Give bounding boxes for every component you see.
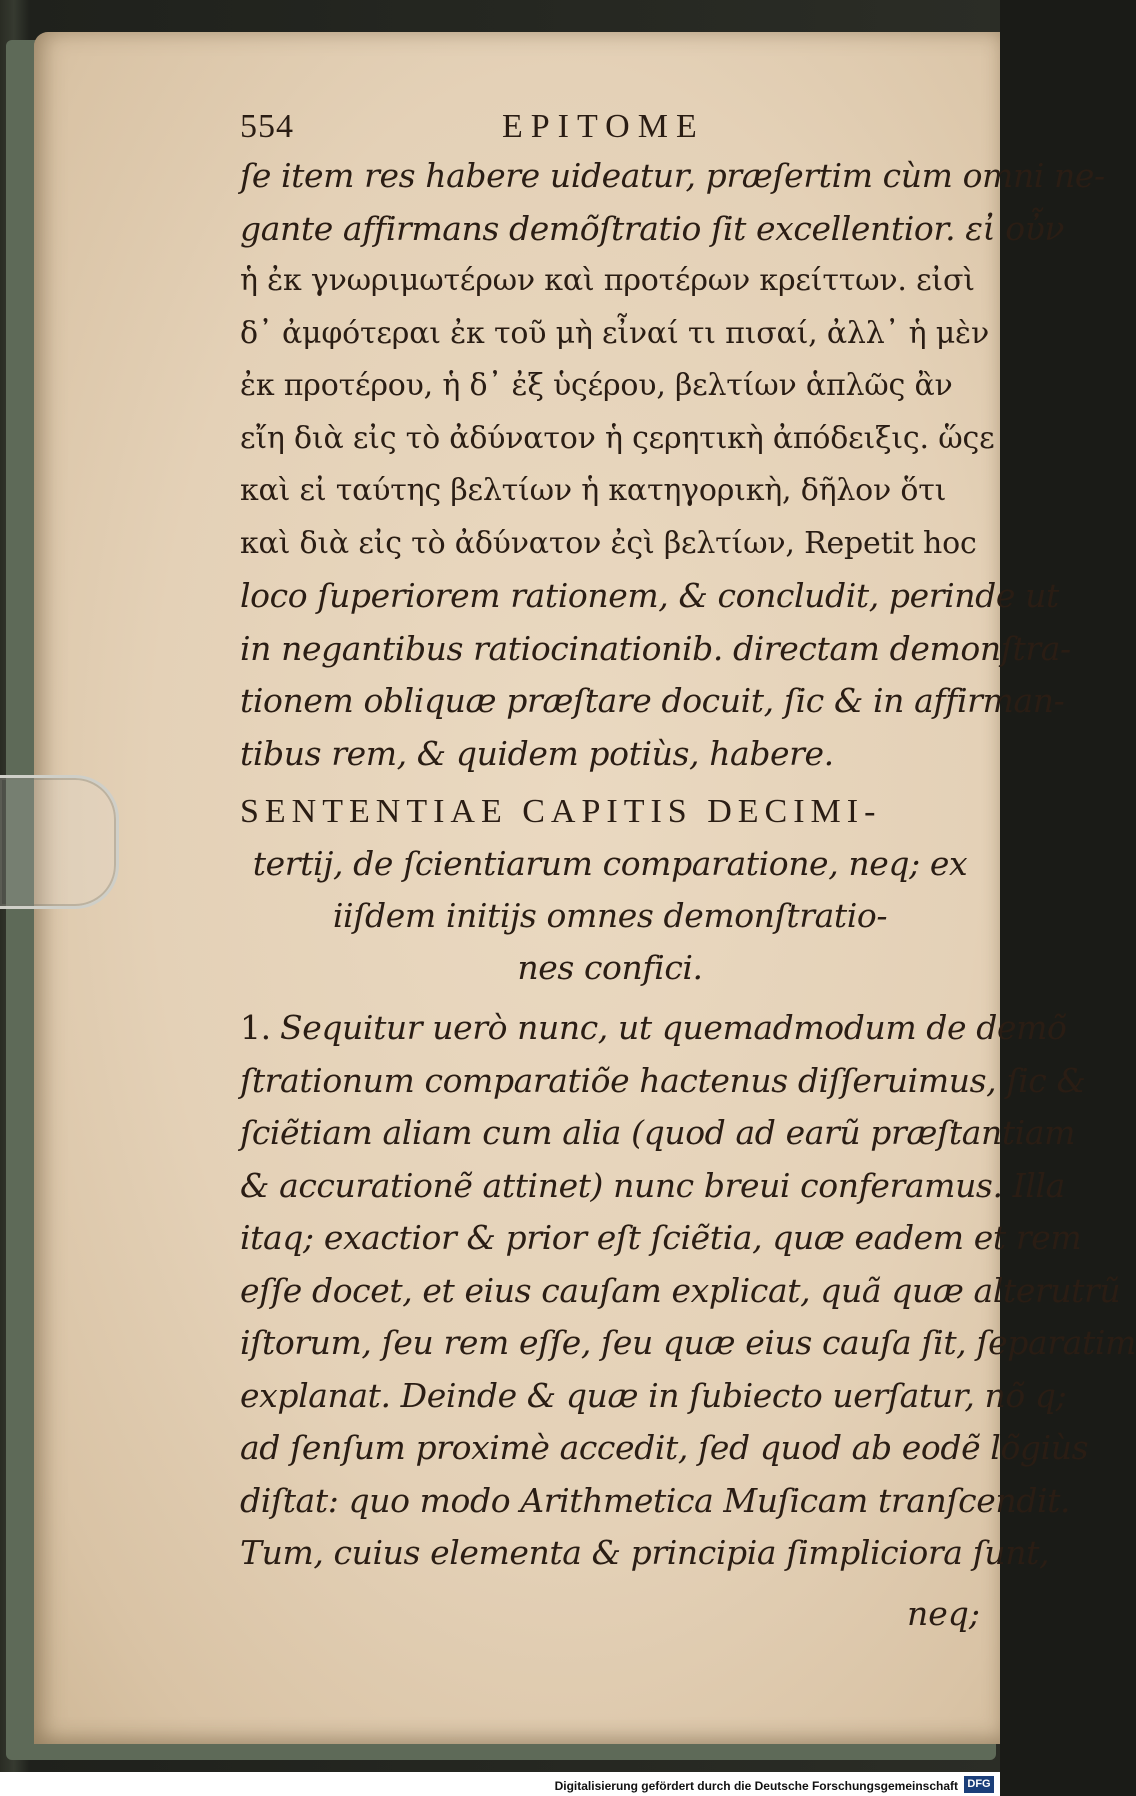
paragraph-number: 1. xyxy=(240,1008,271,1047)
running-head xyxy=(240,108,980,150)
running-title: EPITOME xyxy=(502,108,705,145)
text-line: tibus rem, & quidem potiùs, habere. xyxy=(240,733,834,773)
text-line: gante affirmans demõſtratio ſit excellentior. εἰ οὖν xyxy=(240,208,1065,248)
footer-bar xyxy=(0,1772,1000,1796)
text-line: loco ſuperiorem rationem, & concludit, perinde ut xyxy=(240,576,1059,615)
text-line: ad ſenſum proximè accedit, ſed quod ab eodẽ lõgiùs xyxy=(240,1428,1089,1467)
paragraph-first-line xyxy=(240,1002,1067,1055)
text-line: Tum, cuius elementa & principia ſimpliciora ſunt, xyxy=(240,1533,1050,1572)
text-line: diſtat: quo modo Arithmetica Muſicam tranſcendit. xyxy=(240,1480,1071,1520)
greek-text-line: καὶ διὰ εἰς τὸ ἀδύνατον ἐςὶ βελτίων, Repetit hoc xyxy=(240,525,977,561)
section-heading-line: nes confici. xyxy=(517,948,703,987)
section-heading: SENTENTIAE CAPITIS DECIMI- xyxy=(240,793,882,830)
greek-text-line: δ᾽ ἀμφότεραι ἐκ τοῦ μὴ εἶναί τι πισαί, ἀλλ᾽ ἡ μὲν xyxy=(240,315,989,351)
page-number: 554 xyxy=(240,108,294,145)
text-line: ſciẽtiam aliam cum alia (quod ad earũ præſtantiam xyxy=(240,1113,1076,1152)
text-block xyxy=(240,108,1136,1640)
text-line: ſe item res habere uideatur, præſertim cùm omni ne- xyxy=(240,156,1105,195)
dfg-logo-icon: DFG xyxy=(964,1776,994,1793)
text-line: itaq; exactior & prior eſt ſciẽtia, quæ eadem et rem xyxy=(240,1218,1082,1257)
page-clip xyxy=(0,775,119,909)
text-line: eſſe docet, et eius cauſam explicat, quã quæ alterutrũ xyxy=(240,1270,1121,1310)
paragraph-first-line-text: Sequitur uerò nunc, ut quemadmodum de demõ xyxy=(280,1008,1067,1047)
section-heading-line: iiſdem initijs omnes demonſtratio- xyxy=(332,896,888,935)
text-line: & accurationẽ attinet) nunc breui conferamus. Illa xyxy=(240,1165,1065,1205)
footer-note: Digitalisierung gefördert durch die Deutsche Forschungsgemeinschaft xyxy=(554,1779,958,1793)
section-heading-line: tertij, de ſcientiarum comparatione, neq; ex xyxy=(252,844,968,883)
text-line: tionem obliquæ præſtare docuit, ſic & in affirman- xyxy=(240,681,1065,720)
text-line: ſtrationum comparatiõe hactenus diſſeruimus, ſic & xyxy=(240,1060,1086,1100)
greek-text-line: καὶ εἰ ταύτης βελτίων ἡ κατηγορικὴ, δῆλον ὅτι xyxy=(240,473,947,508)
greek-text-line: ἡ ἐκ γνωριμωτέρων καὶ προτέρων κρείττων. εἰσὶ xyxy=(240,263,975,298)
text-line: iſtorum, ſeu rem eſſe, ſeu quæ eius cauſa ſit, ſeparatim xyxy=(240,1323,1136,1362)
catchword: neq; xyxy=(906,1593,980,1633)
text-line: explanat. Deinde & quæ in ſubiecto uerſatur, nõ q; xyxy=(240,1375,1067,1415)
text-line: in negantibus ratiocinationib. directam demonſtra- xyxy=(240,628,1071,668)
greek-text-line: ἐκ προτέρου, ἡ δ᾽ ἐξ ὑςέρου, βελτίων ἁπλῶς ἂν xyxy=(240,368,953,403)
greek-text-line: εἴη διὰ εἰς τὸ ἀδύνατον ἡ ςερητικὴ ἀπόδειξις. ὥςε xyxy=(240,420,995,456)
